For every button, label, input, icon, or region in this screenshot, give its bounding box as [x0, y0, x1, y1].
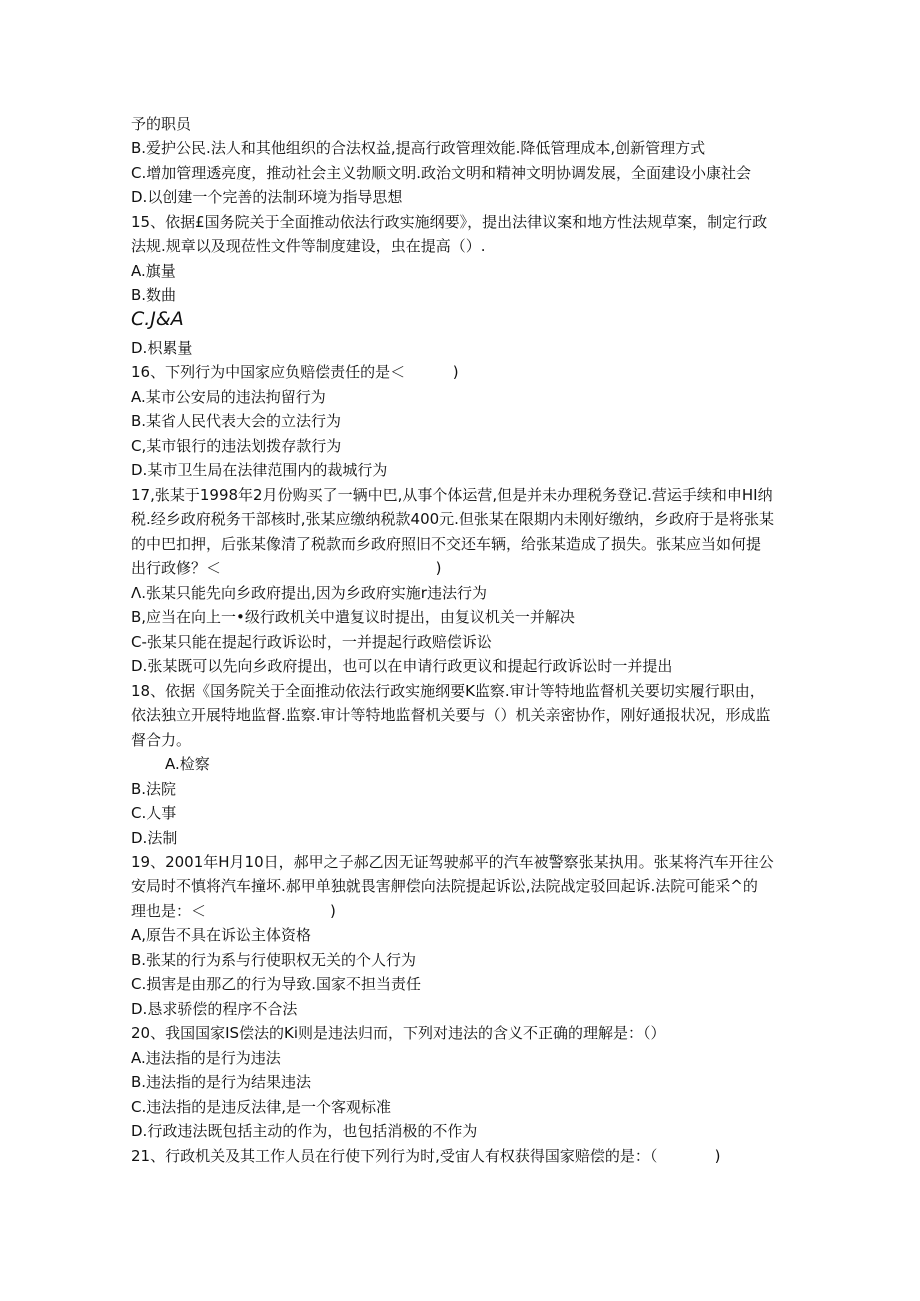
option-line: A.检察: [165, 755, 210, 773]
option-line: A.违法指的是行为违法: [131, 1049, 281, 1067]
option-line: C-张某只能在提起行政诉讼时，一并提起行政赔偿诉讼: [131, 633, 492, 651]
question-line: 19、2001年H月10日，郝甲之子郝乙因无证驾驶郝平的汽车被警察张某执用。张某将汽车开往公: [131, 853, 774, 871]
option-line: B.数曲: [131, 286, 177, 304]
option-line: D.以创建一个完善的法制环境为指导思想: [131, 188, 403, 206]
option-line: C.损害是由那乙的行为导致.国家不担当责任: [131, 975, 422, 993]
question-line: 21、行政机关及其工作人员在行使下列行为时,受宙人有权获得国家赔偿的是：（ ): [131, 1147, 721, 1165]
option-line: A.某市公安局的违法拘留行为: [131, 388, 326, 406]
question-line: 税.经乡政府税务干部核时,张某应缴纳税款400元.但张某在限期内未刚好缴纳，乡政府于是将张某: [131, 510, 774, 528]
option-line: C.人事: [131, 804, 177, 822]
option-line: C.J&A: [131, 308, 184, 330]
option-line: B.张某的行为系与行使职权无关的个人行为: [131, 951, 417, 969]
question-line: 督合力。: [131, 731, 192, 749]
question-line: 法规.规章以及现莅性文件等制度建设，虫在提高（）.: [131, 237, 486, 255]
question-line: 的中巴扣押，后张某像清了税款而乡政府照旧不交还车辆，给张某造成了损失。张某应当如何提: [131, 535, 762, 553]
option-line: D.恳求骄偿的程序不合法: [131, 1000, 298, 1018]
option-line: D.张某既可以先向乡政府提出，也可以在申请行政更议和提起行政诉讼时一并提出: [131, 657, 673, 675]
option-line: C.增加管理透亮度，推动社会主义勃顺文明.政治文明和精神文明协调发展，全面建设小康社会: [131, 164, 752, 182]
question-line: 出行政修？＜ ): [131, 559, 442, 577]
question-line: 16、下列行为中国家应负赔偿责任的是＜ ): [131, 363, 459, 381]
option-line: Λ.张某只能先向乡政府提出,因为乡政府实施r违法行为: [131, 584, 487, 602]
option-line: C,某市银行的违法划拨存款行为: [131, 437, 342, 455]
question-line: 理也是：＜ ): [131, 902, 336, 920]
option-line: D.法制: [131, 829, 178, 847]
option-line: A.旗量: [131, 262, 176, 280]
question-line: 依法独立开展特地监督.监察.审计等特地监督机关要与（）机关亲密协作，刚好通报状况，形成监: [131, 706, 771, 724]
text-line: 予的职员: [131, 115, 192, 133]
option-line: D.枳累量: [131, 339, 193, 357]
option-line: A,原告不具在诉讼主体资格: [131, 926, 312, 944]
question-line: 15、依据£国务院关于全面推动依法行政实施纲要》，提出法律议案和地方性法规草案，制定行政: [131, 213, 768, 231]
question-line: 安局时不慎将汽车撞坏.郝甲单独就畏害舺偿向法院提起诉讼,法院战定驳回起诉.法院可能采^的: [131, 877, 758, 895]
option-line: B.某省人民代表大会的立法行为: [131, 412, 342, 430]
option-line: B,应当在向上一•级行政机关中遣复议时提出，由复议机关一并解决: [131, 608, 575, 626]
question-line: 17,张某于1998年2月份购买了一辆中巴,从事个体运营,但是并未办理税务登记.营运手续和申HI纳: [131, 486, 773, 504]
option-line: B.法院: [131, 780, 177, 798]
option-line: D.某市卫生局在法律范围内的裁城行为: [131, 461, 388, 479]
question-line: 20、我国国家IS偿法的Ki则是违法归而，下列对违法的含义不正确的理解是：（）: [131, 1024, 666, 1042]
option-line: C.违法指的是违反法律,是一个客观标准: [131, 1098, 392, 1116]
option-line: B.违法指的是行为结果违法: [131, 1073, 312, 1091]
option-line: D.行政违法既包括主动的作为，也包括消极的不作为: [131, 1122, 478, 1140]
option-line: B.爱护公民.法人和其他组织的合法权益,提高行政管理效能.降低管理成本,创新管理方式: [131, 139, 706, 157]
question-line: 18、依据《国务院关于全面推动依法行政实施纲要K监察.审计等特地监督机关要切实履行职由，: [131, 682, 765, 700]
